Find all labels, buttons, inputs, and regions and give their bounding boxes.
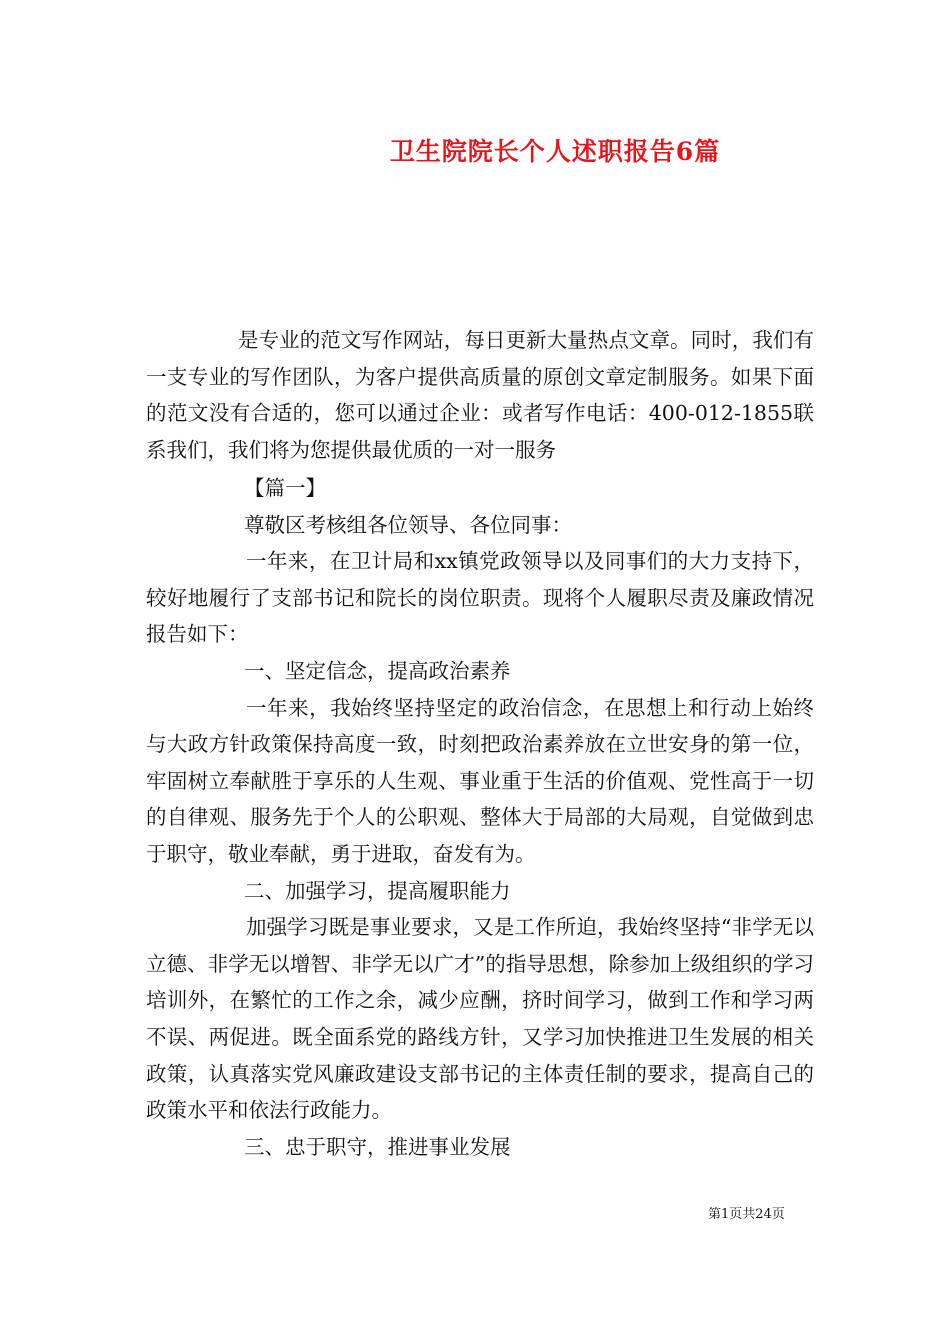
section-heading-1: 一、坚定信念，提高政治素养 xyxy=(244,658,511,683)
document-title: 卫生院院长个人述职报告6篇 xyxy=(389,137,721,166)
intro-paragraph: 是专业的范文写作网站，每日更新大量热点文章。同时，我们有一支专业的写作团队，为客户提供高质量的原创文章定制服务。如果下面的范文没有合适的，您可以通过企业：或者写作电话：400-012-1855联系我们，我们将为您提供最优质的一对一服务 xyxy=(146,328,814,462)
paragraph-1: 一年来，在卫计局和xx镇党政领导以及同事们的大力支持下，较好地履行了支部书记和院长的岗位职责。现将个人履职尽责及廉政情况报告如下： xyxy=(146,549,814,647)
section-block xyxy=(146,470,814,1165)
greeting: 尊敬区考核组各位领导、各位同事： xyxy=(244,512,572,537)
paragraph-3: 加强学习既是事业要求，又是工作所迫，我始终坚持“非学无以立德、非学无以增智、非学无以广才”的指导思想，除参加上级组织的学习培训外，在繁忙的工作之余，减少应酬，挤时间学习，做到工作和学习两不误、两促进。既全面系党的路线方针，又学习加快推进卫生发展的相关政策，认真落实党风廉政建设支部书记的主体责任制的要求，提高自己的政策水平和依法行政能力。 xyxy=(146,915,814,1123)
section-heading-3: 三、忠于职守，推进事业发展 xyxy=(244,1134,511,1159)
page-number: 第1页共24页 xyxy=(708,1207,785,1222)
paragraph-2: 一年来，我始终坚持坚定的政治信念，在思想上和行动上始终与大政方针政策保持高度一致，时刻把政治素养放在立世安身的第一位，牢固树立奉献胜于享乐的人生观、事业重于生活的价值观、党性高于一切的自律观、服务先于个人的公职观、整体大于局部的大局观，自觉做到忠于职守，敬业奉献，勇于进取，奋发有为。 xyxy=(146,695,814,866)
intro-block xyxy=(146,322,814,468)
part-label: 【篇一】 xyxy=(244,476,326,500)
section-heading-2: 二、加强学习，提高履职能力 xyxy=(244,878,511,903)
